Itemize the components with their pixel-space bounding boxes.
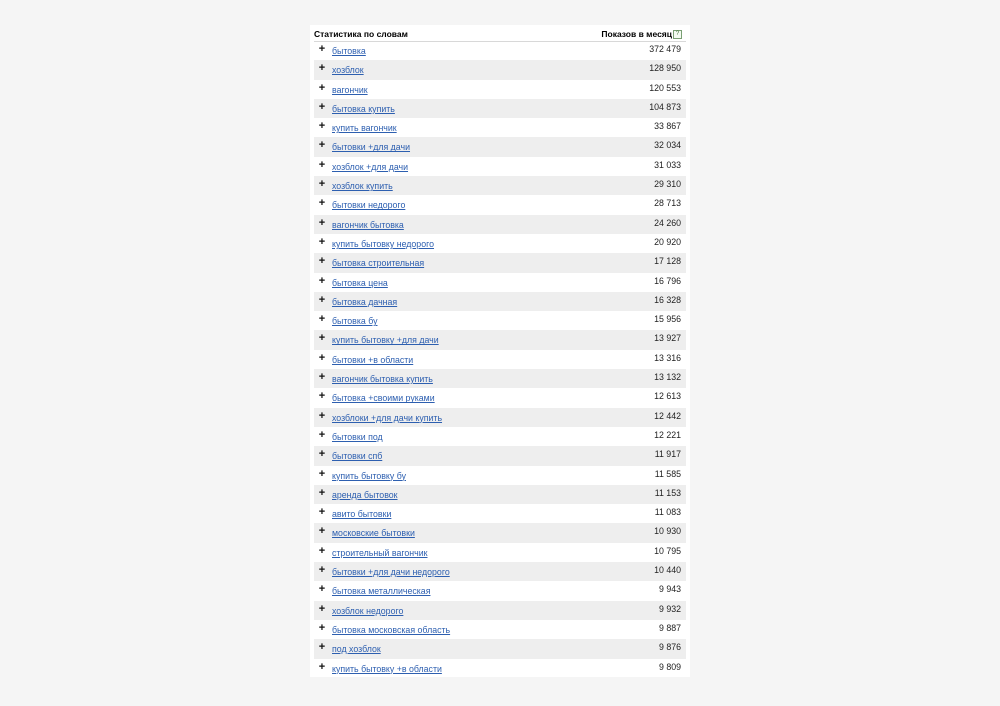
table-row [314, 466, 686, 485]
impressions-count: 120 553 [649, 82, 681, 93]
impressions-count: 10 930 [654, 526, 681, 537]
impressions-count: 10 440 [654, 565, 681, 576]
table-row [314, 659, 686, 678]
keyword-link[interactable]: вагончик бытовка [332, 219, 404, 230]
table-row [314, 601, 686, 620]
table-row [314, 388, 686, 407]
table-row [314, 330, 686, 349]
add-keyword-plus-icon[interactable]: + [318, 371, 326, 384]
add-keyword-plus-icon[interactable]: + [318, 486, 326, 499]
table-row [314, 523, 686, 542]
impressions-count: 9 887 [658, 622, 681, 633]
impressions-count: 33 867 [654, 121, 681, 132]
table-row [314, 408, 686, 427]
table-row [314, 562, 686, 581]
add-keyword-plus-icon[interactable]: + [318, 602, 326, 615]
add-keyword-plus-icon[interactable]: + [318, 100, 326, 113]
table-header [314, 28, 686, 42]
add-keyword-plus-icon[interactable]: + [318, 274, 326, 287]
keyword-link[interactable]: бытовка строительная [332, 258, 425, 269]
add-keyword-plus-icon[interactable]: + [318, 255, 326, 268]
table-row [314, 215, 686, 234]
table-row [314, 99, 686, 118]
impressions-count: 372 479 [649, 44, 681, 54]
keyword-link[interactable]: бытовки недорого [332, 200, 406, 211]
table-row [314, 234, 686, 253]
impressions-count: 9 943 [658, 584, 681, 595]
add-keyword-plus-icon[interactable]: + [318, 390, 326, 403]
impressions-count: 28 713 [654, 198, 681, 209]
table-row [314, 195, 686, 214]
add-keyword-plus-icon[interactable]: + [318, 660, 326, 673]
keyword-link[interactable]: бытовка цена [332, 277, 388, 288]
table-row [314, 60, 686, 79]
keyword-link[interactable]: бытовки под [332, 431, 383, 442]
help-icon[interactable]: ? [673, 30, 682, 39]
add-keyword-plus-icon[interactable]: + [318, 43, 326, 55]
add-keyword-plus-icon[interactable]: + [318, 313, 326, 326]
impressions-count: 13 927 [654, 333, 681, 344]
table-row [314, 118, 686, 137]
add-keyword-plus-icon[interactable]: + [318, 448, 326, 461]
add-keyword-plus-icon[interactable]: + [318, 235, 326, 248]
add-keyword-plus-icon[interactable]: + [318, 158, 326, 171]
impressions-count: 12 613 [654, 391, 681, 402]
keyword-link[interactable]: авито бытовки [332, 509, 392, 520]
impressions-count: 11 083 [654, 507, 681, 518]
table-row [314, 446, 686, 465]
impressions-count: 31 033 [654, 159, 681, 170]
add-keyword-plus-icon[interactable]: + [318, 332, 326, 345]
table-row [314, 350, 686, 369]
add-keyword-plus-icon[interactable]: + [318, 197, 326, 210]
add-keyword-plus-icon[interactable]: + [318, 525, 326, 538]
keyword-link[interactable]: купить вагончик [332, 123, 397, 134]
impressions-count: 128 950 [649, 63, 681, 74]
table-row [314, 41, 686, 60]
impressions-count: 15 956 [654, 314, 681, 325]
table-row [314, 543, 686, 562]
table-row [314, 311, 686, 330]
add-keyword-plus-icon[interactable]: + [318, 544, 326, 557]
keyword-link[interactable]: бытовка [332, 46, 366, 56]
impressions-count: 16 328 [654, 294, 681, 305]
table-row [314, 137, 686, 156]
impressions-count: 29 310 [654, 179, 681, 190]
column-header-keywords: Статистика по словам [314, 29, 408, 39]
impressions-count: 20 920 [654, 236, 681, 247]
impressions-count: 13 132 [654, 372, 681, 383]
keyword-link[interactable]: бытовка дачная [332, 296, 398, 307]
impressions-count: 11 585 [654, 468, 681, 479]
add-keyword-plus-icon[interactable]: + [318, 120, 326, 133]
keyword-link[interactable]: хозблок купить [332, 181, 393, 192]
keyword-link[interactable]: бытовка металлическая [332, 586, 431, 597]
add-keyword-plus-icon[interactable]: + [318, 428, 326, 441]
keyword-link[interactable]: вагончик [332, 84, 368, 95]
add-keyword-plus-icon[interactable]: + [318, 641, 326, 654]
add-keyword-plus-icon[interactable]: + [318, 506, 326, 519]
add-keyword-plus-icon[interactable]: + [318, 621, 326, 634]
impressions-count: 17 128 [654, 256, 681, 267]
keyword-link[interactable]: московские бытовки [332, 528, 415, 539]
impressions-count: 32 034 [654, 140, 681, 151]
table-row [314, 80, 686, 99]
add-keyword-plus-icon[interactable]: + [318, 62, 326, 75]
keyword-link[interactable]: хозблоки +для дачи купить [332, 412, 443, 423]
add-keyword-plus-icon[interactable]: + [318, 467, 326, 480]
keyword-link[interactable]: под хозблок [332, 644, 381, 655]
keyword-link[interactable]: бытовка бу [332, 316, 378, 327]
impressions-count: 12 221 [654, 429, 681, 440]
keyword-link[interactable]: хозблок недорого [332, 605, 404, 616]
impressions-count: 104 873 [649, 101, 681, 112]
impressions-count: 11 153 [654, 487, 681, 498]
table-row [314, 253, 686, 272]
keyword-link[interactable]: хозблок +для дачи [332, 161, 409, 172]
keyword-link[interactable]: аренда бытовок [332, 489, 398, 500]
keyword-link[interactable]: купить бытовку бу [332, 470, 406, 481]
keyword-link[interactable]: бытовки +для дачи недорого [332, 567, 450, 578]
keyword-link[interactable]: строительный вагончик [332, 547, 428, 558]
table-row [314, 504, 686, 523]
table-row [314, 273, 686, 292]
keyword-link[interactable]: купить бытовку недорого [332, 238, 435, 249]
keyword-link[interactable]: купить бытовку +для дачи [332, 335, 439, 346]
keyword-link[interactable]: бытовка +своими руками [332, 393, 435, 404]
keyword-link[interactable]: купить бытовку +в области [332, 663, 442, 674]
keyword-stats-panel [310, 25, 690, 677]
impressions-count: 24 260 [654, 217, 681, 228]
impressions-count: 9 876 [658, 642, 681, 653]
impressions-count: 9 932 [658, 603, 681, 614]
add-keyword-plus-icon[interactable]: + [318, 139, 326, 152]
table-row [314, 620, 686, 639]
add-keyword-plus-icon[interactable]: + [318, 216, 326, 229]
impressions-count: 11 917 [654, 449, 681, 460]
table-row [314, 485, 686, 504]
table-row [314, 427, 686, 446]
add-keyword-plus-icon[interactable]: + [318, 81, 326, 94]
impressions-count: 13 316 [654, 352, 681, 363]
keyword-link[interactable]: бытовки +в области [332, 354, 414, 365]
keyword-link[interactable]: бытовка московская область [332, 624, 451, 635]
keyword-list [314, 41, 686, 678]
add-keyword-plus-icon[interactable]: + [318, 583, 326, 596]
table-row [314, 639, 686, 658]
add-keyword-plus-icon[interactable]: + [318, 409, 326, 422]
keyword-link[interactable]: хозблок [332, 65, 364, 76]
impressions-count: 10 795 [654, 545, 681, 556]
table-row [314, 292, 686, 311]
column-header-impressions [601, 29, 682, 39]
keyword-link[interactable]: бытовка купить [332, 103, 395, 114]
add-keyword-plus-icon[interactable]: + [318, 293, 326, 306]
impressions-count: 16 796 [654, 275, 681, 286]
table-row [314, 581, 686, 600]
keyword-link[interactable]: бытовки +для дачи [332, 142, 411, 153]
keyword-link[interactable]: вагончик бытовка купить [332, 374, 433, 385]
keyword-link[interactable]: бытовки спб [332, 451, 383, 462]
add-keyword-plus-icon[interactable]: + [318, 564, 326, 577]
add-keyword-plus-icon[interactable]: + [318, 351, 326, 364]
column-header-impressions-label: Показов в месяц [601, 29, 672, 39]
table-row [314, 157, 686, 176]
impressions-count: 9 809 [658, 661, 681, 672]
table-row [314, 176, 686, 195]
table-row [314, 369, 686, 388]
impressions-count: 12 442 [654, 410, 681, 421]
add-keyword-plus-icon[interactable]: + [318, 178, 326, 191]
